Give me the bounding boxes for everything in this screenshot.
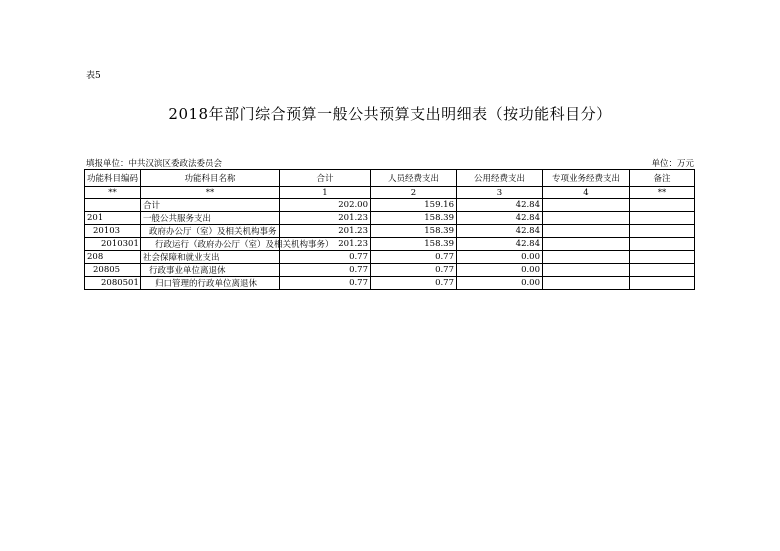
table-cell: 1: [280, 187, 371, 199]
unit-label: 单位：万元: [651, 159, 694, 169]
header-personnel-expense: 人员经费支出: [371, 170, 457, 187]
table-cell: 政府办公厅（室）及相关机构事务: [141, 225, 280, 238]
column-index-row: [85, 187, 695, 199]
table-cell: **: [141, 187, 280, 199]
table-cell: 20805: [85, 264, 141, 277]
table-cell: 一般公共服务支出: [141, 212, 280, 225]
table-cell: [543, 212, 630, 225]
table-number-label: 表5: [86, 71, 101, 81]
table-cell: 2080501: [85, 277, 141, 290]
table-cell: [543, 251, 630, 264]
table-row: [85, 251, 695, 264]
table-cell: [630, 238, 695, 251]
table-cell: [630, 251, 695, 264]
table-cell: [543, 277, 630, 290]
table-cell: [543, 264, 630, 277]
table-row: [85, 277, 695, 290]
table-cell: 0.77: [371, 277, 457, 290]
table-cell: 158.39: [371, 225, 457, 238]
table-cell: 158.39: [371, 212, 457, 225]
table-cell: 0.00: [457, 277, 543, 290]
table-cell: 0.77: [371, 251, 457, 264]
table-cell: 2: [371, 187, 457, 199]
table-cell: [630, 225, 695, 238]
table-cell: 42.84: [457, 212, 543, 225]
table-cell: 0.00: [457, 251, 543, 264]
table-cell: 2010301: [85, 238, 141, 251]
reporting-organization: 填报单位：中共汉滨区委政法委员会: [86, 159, 223, 169]
header-note: 备注: [630, 170, 695, 187]
table-cell: 社会保障和就业支出: [141, 251, 280, 264]
table-cell: 201.23: [280, 212, 371, 225]
table-cell: 4: [543, 187, 630, 199]
table-cell: 0.77: [371, 264, 457, 277]
expenditure-table: [84, 169, 695, 290]
table-cell: **: [85, 187, 141, 199]
table-cell: 0.00: [457, 264, 543, 277]
table-cell: 合计: [141, 199, 280, 212]
table-row: [85, 199, 695, 212]
table-cell: 158.39: [371, 238, 457, 251]
table-cell: [630, 277, 695, 290]
table-cell: 行政运行（政府办公厅（室）及相关机构事务）: [141, 238, 280, 251]
table-cell: [630, 199, 695, 212]
table-cell: 42.84: [457, 238, 543, 251]
table-cell: 42.84: [457, 225, 543, 238]
table-cell: [85, 199, 141, 212]
table-cell: 201: [85, 212, 141, 225]
table-cell: 归口管理的行政单位离退休: [141, 277, 280, 290]
table-cell: 20103: [85, 225, 141, 238]
table-cell: [543, 238, 630, 251]
table-row: [85, 238, 695, 251]
table-row: [85, 212, 695, 225]
table-cell: [543, 199, 630, 212]
table-row: [85, 225, 695, 238]
table-cell: 0.77: [280, 277, 371, 290]
page-title: 2018年部门综合预算一般公共预算支出明细表（按功能科目分）: [168, 105, 612, 123]
header-special-expense: 专项业务经费支出: [543, 170, 630, 187]
table-cell: [630, 264, 695, 277]
header-public-expense: 公用经费支出: [457, 170, 543, 187]
table-cell: 202.00: [280, 199, 371, 212]
table-cell: [630, 212, 695, 225]
table-cell: 201.23: [280, 225, 371, 238]
table-row: [85, 264, 695, 277]
table-cell: 208: [85, 251, 141, 264]
table-cell: 0.77: [280, 264, 371, 277]
table-cell: [543, 225, 630, 238]
table-cell: 159.16: [371, 199, 457, 212]
table-cell: **: [630, 187, 695, 199]
header-function-name: 功能科目名称: [141, 170, 280, 187]
table-header-row: [85, 170, 695, 187]
table-cell: 201.23: [280, 238, 371, 251]
table-cell: 0.77: [280, 251, 371, 264]
header-function-code: 功能科目编码: [85, 170, 141, 187]
table-cell: 行政事业单位离退休: [141, 264, 280, 277]
table-cell: 3: [457, 187, 543, 199]
header-total: 合计: [280, 170, 371, 187]
table-cell: 42.84: [457, 199, 543, 212]
